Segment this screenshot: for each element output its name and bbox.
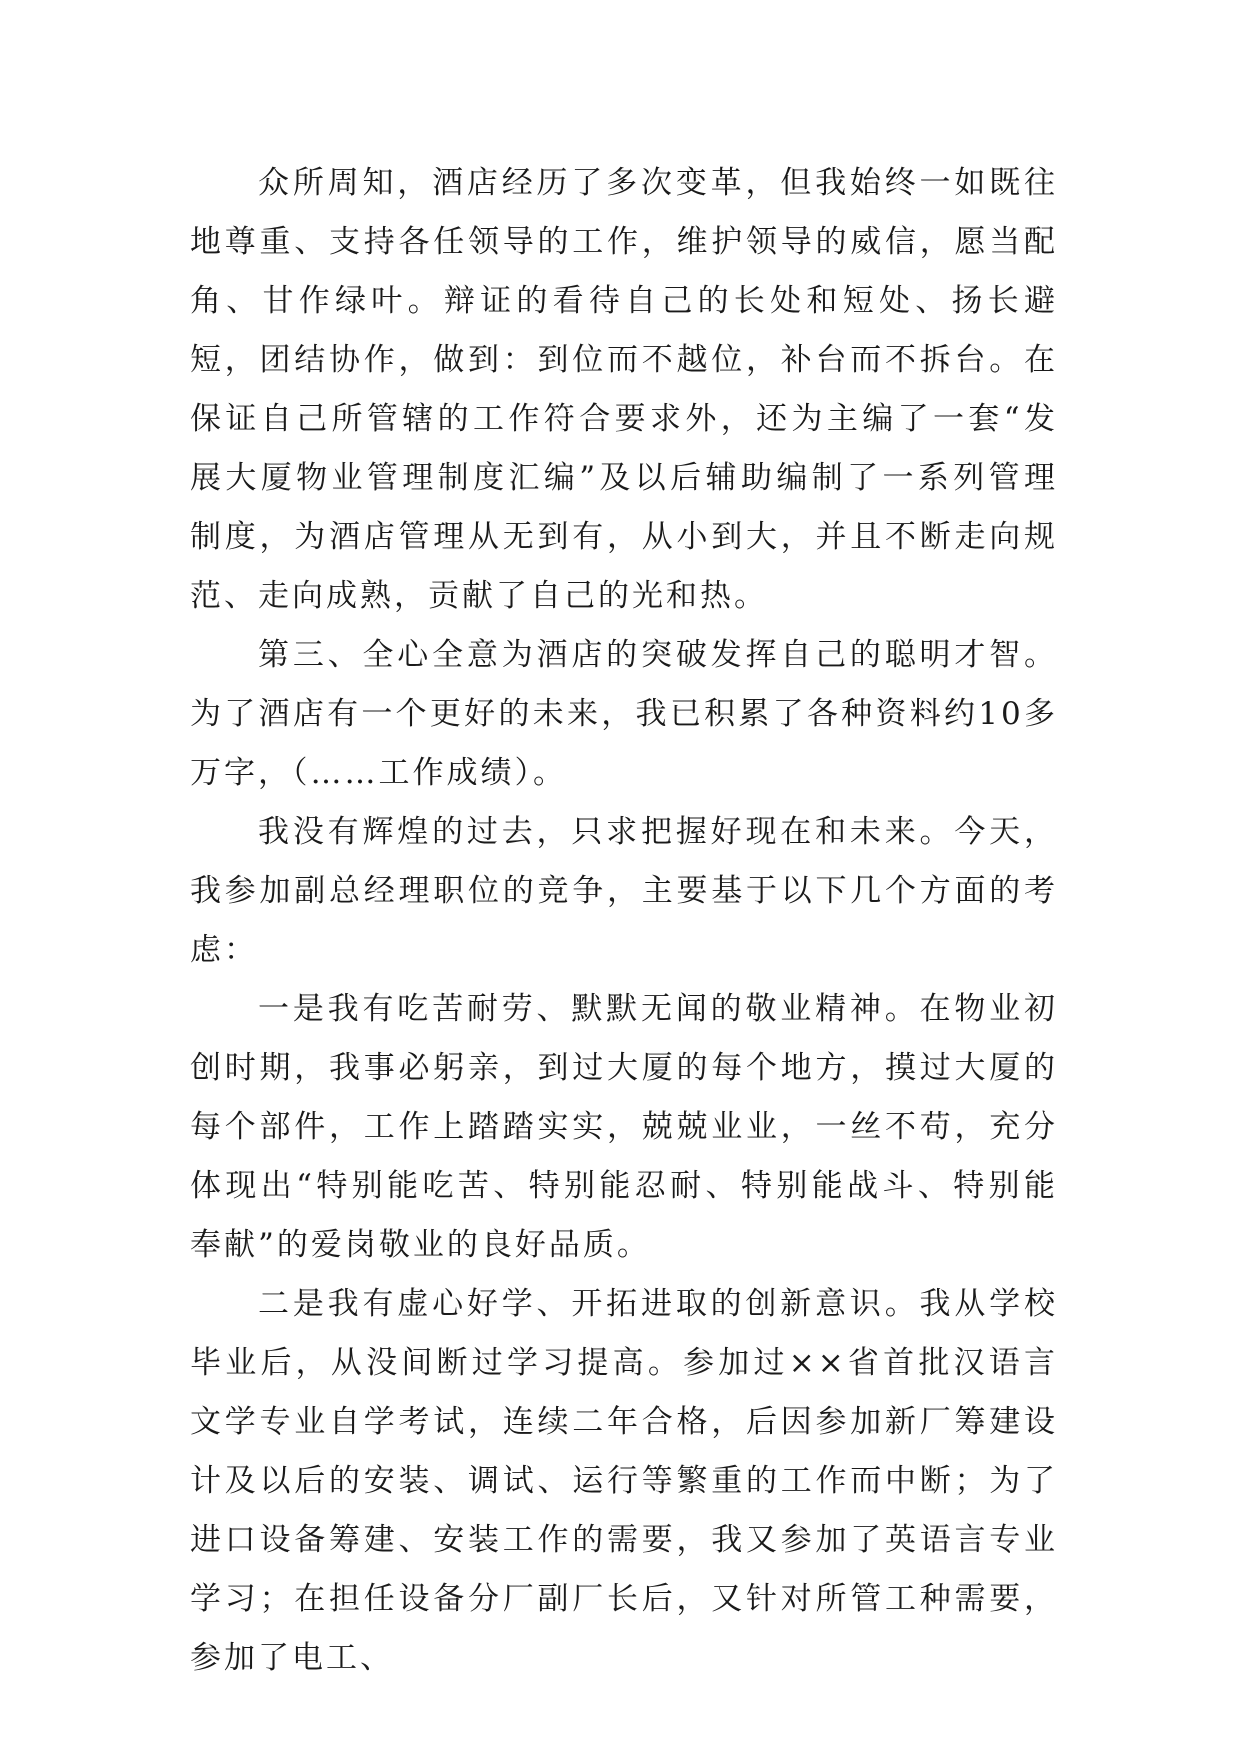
- paragraph-5: 二是我有虚心好学、开拓进取的创新意识。我从学校毕业后，从没间断过学习提高。参加过××省首批汉语言文学专业自学考试，连续二年合格，后因参加新厂筹建设计及以后的安装、调试、运行等繁重的工作而中断；为了进口设备筹建、安装工作的需要，我又参加了英语言专业学习；在担任设备分厂副厂长后，又针对所管工种需要，参加了电工、: [190, 1286, 1058, 1676]
- paragraph-1: 众所周知，酒店经历了多次变革，但我始终一如既往地尊重、支持各任领导的工作，维护领导的威信，愿当配角、甘作绿叶。辩证的看待自己的长处和短处、扬长避短，团结协作，做到：到位而不越位，补台而不拆台。在保证自己所管辖的工作符合要求外，还为主编了一套“发展大厦物业管理制度汇编”及以后辅助编制了一系列管理制度，为酒店管理从无到有，从小到大，并且不断走向规范、走向成熟，贡献了自己的光和热。: [190, 165, 1058, 614]
- paragraph-3: 我没有辉煌的过去，只求把握好现在和未来。今天，我参加副总经理职位的竞争，主要基于以下几个方面的考虑：: [190, 814, 1058, 968]
- paragraph-2: 第三、全心全意为酒店的突破发挥自己的聪明才智。为了酒店有一个更好的未来，我已积累了各种资料约10多万字，（……工作成绩）。: [190, 637, 1058, 791]
- document-body: [190, 154, 1058, 1688]
- paragraph-4: 一是我有吃苦耐劳、默默无闻的敬业精神。在物业初创时期，我事必躬亲，到过大厦的每个地方，摸过大厦的每个部件，工作上踏踏实实，兢兢业业，一丝不苟，充分体现出“特别能吃苦、特别能忍耐、特别能战斗、特别能奉献”的爱岗敬业的良好品质。: [190, 991, 1058, 1263]
